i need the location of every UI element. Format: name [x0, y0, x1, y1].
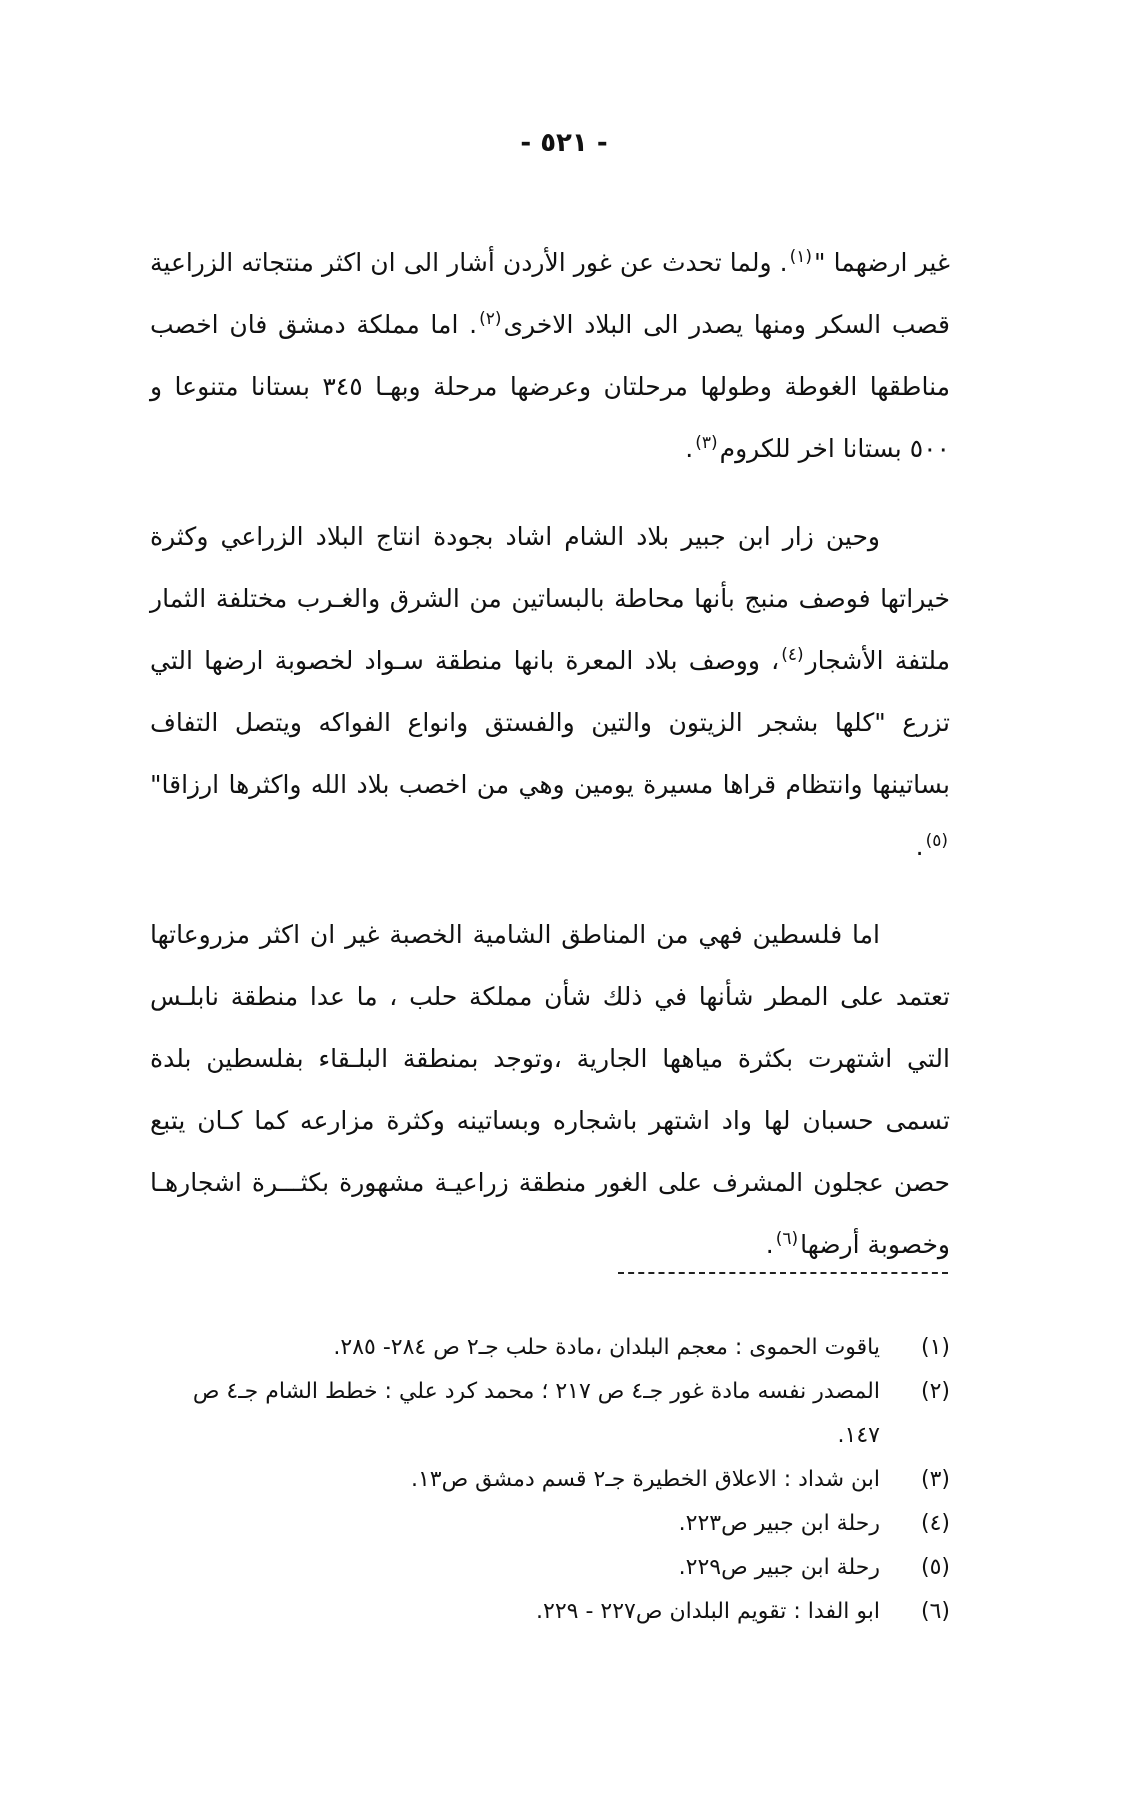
footnote-number: (٣) — [920, 1467, 950, 1492]
footnote-text: ياقوت الحموى : معجم البلدان ،مادة حلب جـ٢ ص ٢٨٤- ٢٨٥. — [333, 1335, 880, 1360]
footnote-number: (٥) — [920, 1555, 950, 1580]
body-text — [150, 232, 950, 1302]
footnote — [150, 1370, 950, 1458]
footnote-number: (١) — [920, 1335, 950, 1360]
footnote-number: (٦) — [920, 1599, 950, 1624]
footnote-separator — [618, 1272, 948, 1274]
footnote-text: رحلة ابن جبير ص٢٢٩. — [678, 1555, 880, 1580]
footnote-reference: (٤) — [781, 644, 804, 665]
footnote-number: (٤) — [920, 1511, 950, 1536]
paragraph-text: . — [915, 832, 924, 861]
footnote-text: ابو الفدا : تقويم البلدان ص٢٢٧ - ٢٢٩. — [536, 1599, 880, 1624]
paragraph-text: اما فلسطين فهي من المناطق الشامية الخصبة غير ان اكثر مزروعاتها تعتمد على المطر شأنها في ذلك شأن مملكة حلب ، ما عدا منطقة نابلـس التي اشتهرت بكثرة مياهها الجارية ،وتوجد بمنطقة البلـقاء بفلسطين بلدة تسمى حسبان لها واد اشتهر باشجاره وبساتينه وكثرة مزارعه كما كـان يتبع حصن عجلون المشرف على الغور منطقة زراعيـة مشهورة بكثـــرة اشجارهـا وخصوبة أرضها — [150, 920, 950, 1259]
footnote-text: رحلة ابن جبير ص٢٢٣. — [678, 1511, 880, 1536]
footnote — [150, 1502, 950, 1546]
paragraph-text: غير ارضهما " — [814, 248, 950, 277]
footnotes-list — [150, 1326, 950, 1634]
paragraph-text: . — [765, 1230, 774, 1259]
footnote — [150, 1326, 950, 1370]
paragraph — [150, 506, 950, 878]
paragraph-text: ، ووصف بلاد المعرة بانها منطقة سـواد لخصوبة ارضها التي تزرع "كلها بشجر الزيتون والتين والفستق وانواع الفواكه ويتصل التفاف بساتينها وانتظام قراها مسيرة يومين وهي من اخصب بلاد الله واكثرها ارزاقا" — [150, 646, 950, 799]
footnote-number: (٢) — [920, 1379, 950, 1404]
footnote-reference: (٢) — [479, 308, 502, 329]
footnote-reference: (١) — [789, 246, 813, 267]
footnote-reference: (٦) — [775, 1228, 799, 1249]
paragraph-text: . اما مملكة دمشق فان اخصب مناطقها الغوطة وطولها مرحلتان وعرضها مرحلة وبهـا ٣٤٥ بستانا متنوعا و ٥٠٠ بستانا اخر للكروم — [150, 310, 950, 463]
footnote — [150, 1546, 950, 1590]
footnote-text: المصدر نفسه مادة غور جـ٤ ص ٢١٧ ؛ محمد كرد علي : خطط الشام جـ٤ ص ١٤٧. — [192, 1379, 880, 1448]
page-number: - ٥٢١ - — [520, 128, 608, 158]
footnote — [150, 1590, 950, 1634]
paragraph-text: . — [685, 434, 694, 463]
footnote-reference: (٥) — [925, 830, 948, 851]
footnote-reference: (٣) — [695, 432, 718, 453]
paragraph — [150, 232, 950, 480]
footnote — [150, 1458, 950, 1502]
paragraph-text: وحين زار ابن جبير بلاد الشام اشاد بجودة انتاج البلاد الزراعي وكثرة خيراتها فوصف منبج بأنها محاطة بالبساتين من الشرق والغـرب مختلفة الثمار ملتفة الأشجار — [150, 522, 951, 675]
paragraph-text: . ولما تحدث عن غور الأردن أشار الى ان اكثر منتجاته الزراعية قصب السكر ومنها يصدر الى البلاد الاخرى — [150, 248, 950, 339]
paragraph — [150, 904, 950, 1276]
footnote-text: ابن شداد : الاعلاق الخطيرة جـ٢ قسم دمشق ص١٣. — [410, 1467, 880, 1492]
